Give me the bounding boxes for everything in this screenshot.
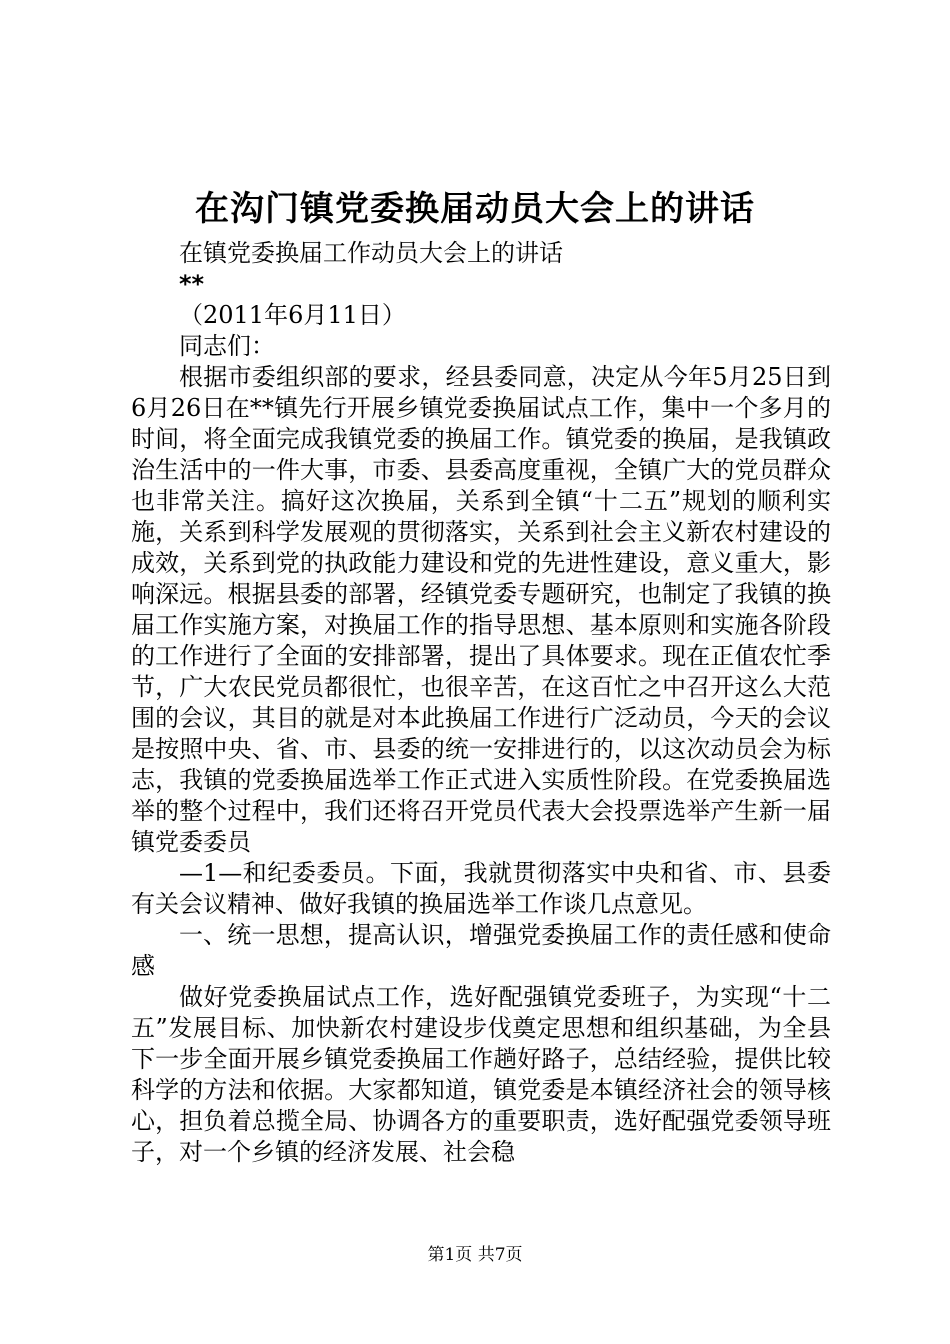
document-title: 在沟门镇党委换届动员大会上的讲话: [195, 189, 755, 229]
speech-subtitle: 在镇党委换届工作动员大会上的讲话: [179, 239, 563, 267]
page-number: 第1页 共7页: [427, 1245, 523, 1265]
paragraph: 根据市委组织部的要求，经县委同意，决定从今年5月25日到6月26日在**镇先行开展乡镇党委换届试点工作，集中一个多月的时间，将全面完成我镇党委的换届工作。镇党委的换届，是我镇政治生活中的一件大事，市委、县委高度重视，全镇广大的党员群众也非常关注。搞好这次换届，关系到全镇“十二五”规划的顺利实施，关系到科学发展观的贯彻落实，关系到社会主义新农村建设的成效，关系到党的执政能力建设和党的先进性建设，意义重大，影响深远。根据县委的部署，经镇党委专题研究，也制定了我镇的换届工作实施方案，对换届工作的指导思想、基本原则和实施各阶段的工作进行了全面的安排部署，提出了具体要求。现在正值农忙季节，广大农民党员都很忙，也很辛苦，在这百忙之中召开这么大范围的会议，其目的就是对本此换届工作进行广泛动员，今天的会议是按照中央、省、市、县委的统一安排进行的，以这次动员会为标志，我镇的党委换届选举工作正式进入实质性阶段。在党委换届选举的整个过程中，我们还将召开党员代表大会投票选举产生新一届镇党委委员: [131, 363, 831, 856]
document-body: [131, 238, 831, 1168]
paragraph: —1—和纪委委员。下面，我就贯彻落实中央和省、市、县委有关会议精神、做好我镇的换届选举工作谈几点意见。: [131, 859, 831, 918]
section-heading: 一、统一思想，提高认识，增强党委换届工作的责任感和使命感: [131, 921, 831, 980]
salutation: 同志们：: [179, 332, 275, 360]
paragraph: 做好党委换届试点工作，选好配强镇党委班子，为实现“十二五”发展目标、加快新农村建设步伐奠定思想和组织基础，为全县下一步全面开展乡镇党委换届工作趟好路子，总结经验，提供比较科学的方法和依据。大家都知道，镇党委是本镇经济社会的领导核心，担负着总揽全局、协调各方的重要职责，选好配强党委领导班子，对一个乡镇的经济发展、社会稳: [131, 983, 831, 1166]
speech-date: （2011年6月11日）: [179, 301, 406, 329]
speaker-name: **: [179, 270, 205, 298]
